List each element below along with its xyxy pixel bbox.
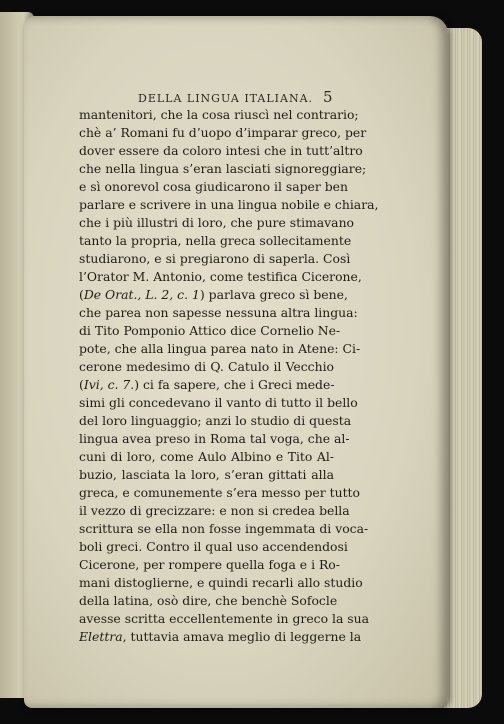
text-line: e sì onorevol cosa giudicarono il saper ben <box>79 179 348 194</box>
text-line: l’Orator M. Antonio, come testifica Cicerone, <box>79 269 362 284</box>
text-line: scrittura se ella non fosse ingemmata di voca- <box>79 521 369 536</box>
text-line: avesse scritta eccellentemente in greco la sua <box>79 611 370 626</box>
text-line: del loro linguaggio; anzi lo studio di questa <box>79 413 352 428</box>
italic-citation: De Orat., L. 2, c. 1 <box>83 287 200 302</box>
text-line: mani distoglierne, e quindi recarli allo studio <box>79 575 363 590</box>
text-line: che i più illustri di loro, che pure stimavano <box>79 215 355 230</box>
text-line: dover essere da coloro intesi che in tutt’altro <box>79 143 363 158</box>
text-line: lingua avea preso in Roma tal voga, che al- <box>79 431 350 446</box>
text-line: simi gli concedevano il vanto di tutto il bello <box>79 395 358 410</box>
text-line: che nella lingua s’eran lasciati signoreggiare; <box>79 161 367 176</box>
text-line: buzio, lasciata la loro, s’eran gittati alla <box>79 467 334 482</box>
text-line: il vezzo di grecizzare: e non si credea bella <box>79 503 350 518</box>
text-line: (Ivi, c. 7.) ci fa sapere, che i Greci mede- <box>79 377 335 392</box>
text-line: pote, che alla lingua parea nato in Atene: Ci- <box>79 341 361 356</box>
text-line: cuni di loro, come Aulo Albino e Tito Al- <box>79 449 334 464</box>
text-line: cerone medesimo di Q. Catulo il Vecchio <box>79 359 334 374</box>
text-line: che parea non sapesse nessuna altra lingua: <box>79 305 358 320</box>
italic-citation: Ivi, c. 7. <box>83 377 135 392</box>
running-head: DELLA LINGUA ITALIANA. <box>138 92 314 105</box>
text-line: chè a’ Romani fu d’uopo d’imparar greco, per <box>79 125 367 140</box>
text-line: (De Orat., L. 2, c. 1) parlava greco sì bene, <box>79 287 348 302</box>
text-line: di Tito Pomponio Attico dice Cornelio Ne- <box>79 323 341 338</box>
text-line: mantenitori, che la cosa riuscì nel contrario; <box>79 107 359 122</box>
text-line: Elettra, tuttavia amava meglio di leggerne la <box>79 629 362 644</box>
body-text <box>79 106 379 646</box>
page-number: 5 <box>323 88 333 106</box>
text-line: della latina, osò dire, che benchè Sofocle <box>79 593 338 608</box>
italic-citation: Elettra <box>79 629 123 644</box>
text-line: parlare e scrivere in una lingua nobile e chiara, <box>79 197 379 212</box>
text-line: studiarono, e si pregiarono di saperla. Così <box>79 251 351 266</box>
text-line: tanto la propria, nella greca sollecitamente <box>79 233 352 248</box>
text-line: greca, e comunemente s’era messo per tutto <box>79 485 360 500</box>
text-line: Cicerone, per rompere quella foga e i Ro- <box>79 557 340 572</box>
text-line: boli greci. Contro il qual uso accendendosi <box>79 539 348 554</box>
